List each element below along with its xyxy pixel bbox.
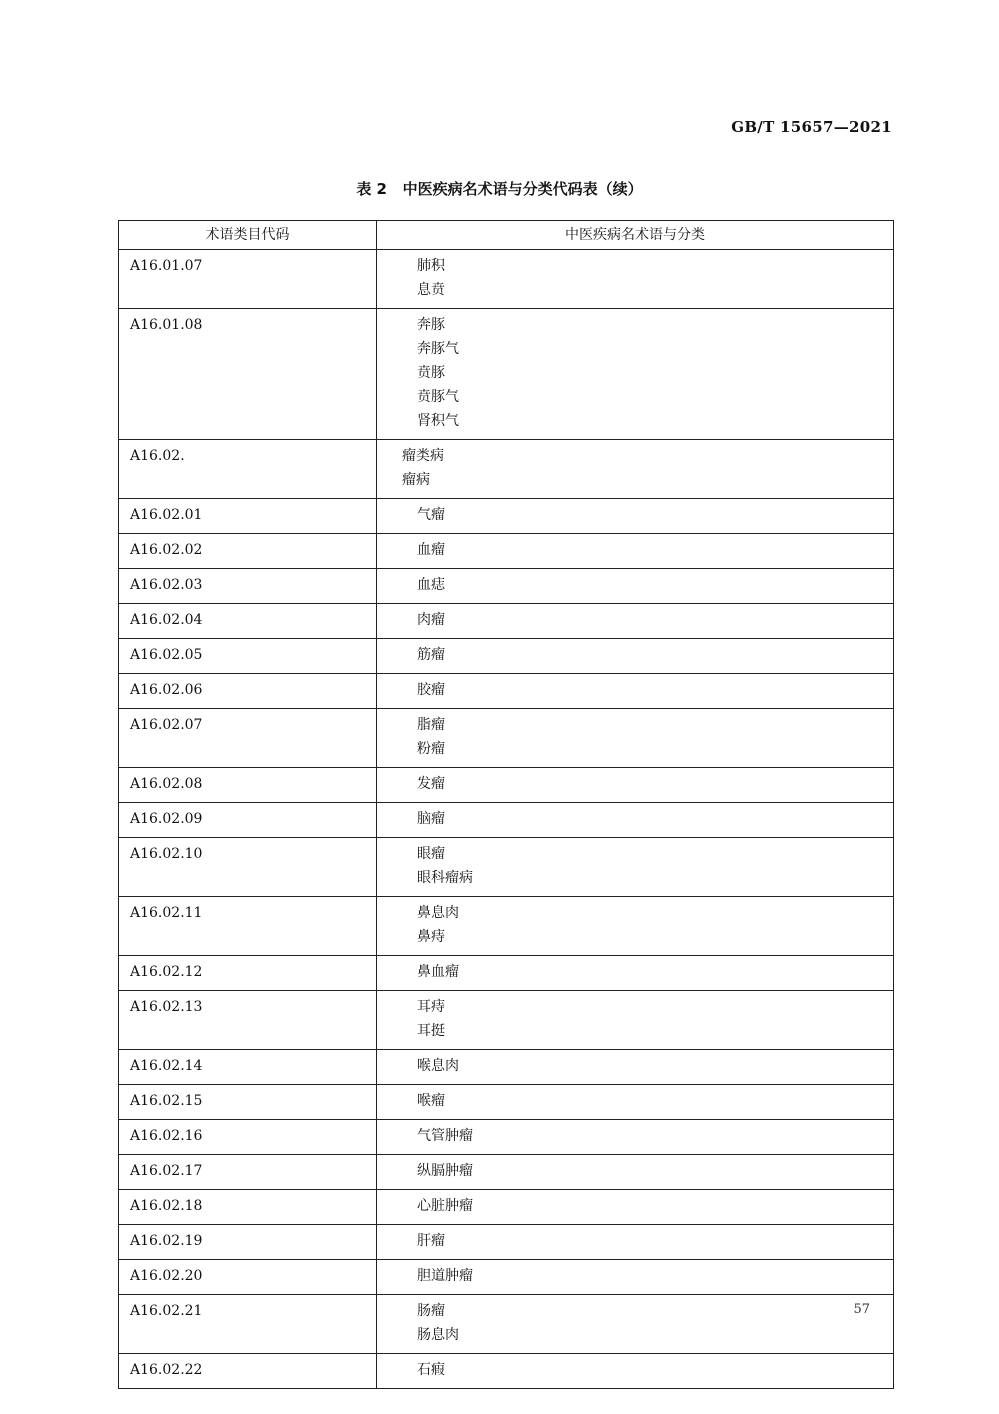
disease-term: 鼻痔: [417, 929, 445, 945]
disease-terms-cell: [377, 1120, 894, 1155]
disease-terms-cell: [377, 991, 894, 1050]
table-row: [119, 440, 894, 499]
table-row: [119, 1120, 894, 1155]
table-row: [119, 1295, 894, 1354]
standard-code: GB/T 15657—2021: [731, 118, 892, 136]
disease-terms-cell: [377, 1260, 894, 1295]
table-row: [119, 768, 894, 803]
table-row: [119, 309, 894, 440]
disease-terms-cell: [377, 1050, 894, 1085]
table-row: [119, 1354, 894, 1389]
column-header-code: 术语类目代码: [119, 221, 377, 250]
disease-terms-cell: [377, 569, 894, 604]
disease-term: 血痣: [417, 577, 445, 593]
table-row: [119, 1085, 894, 1120]
disease-terms-cell: [377, 768, 894, 803]
table-row: [119, 1260, 894, 1295]
classification-table: [118, 220, 894, 1389]
disease-term: 肠瘤: [417, 1303, 445, 1319]
table-row: [119, 604, 894, 639]
disease-terms-cell: [377, 897, 894, 956]
table-row: [119, 897, 894, 956]
disease-term: 脂瘤: [417, 717, 445, 733]
disease-term: 奔豚: [417, 317, 445, 333]
disease-terms-cell: [377, 1190, 894, 1225]
table-row: [119, 1190, 894, 1225]
term-category-code: A16.02.17: [119, 1155, 377, 1190]
disease-term: 肺积: [417, 258, 445, 274]
term-category-code: A16.02.12: [119, 956, 377, 991]
disease-term: 胆道肿瘤: [417, 1268, 473, 1284]
disease-terms-cell: [377, 674, 894, 709]
disease-terms-cell: [377, 499, 894, 534]
term-category-code: A16.02.22: [119, 1354, 377, 1389]
disease-term: 筋瘤: [417, 647, 445, 663]
term-category-code: A16.02.06: [119, 674, 377, 709]
disease-terms-cell: [377, 309, 894, 440]
table-row: [119, 1050, 894, 1085]
table-title: 表 2 中医疾病名术语与分类代码表（续）: [356, 180, 643, 198]
term-category-code: A16.02.19: [119, 1225, 377, 1260]
disease-terms-cell: [377, 440, 894, 499]
disease-terms-cell: [377, 1295, 894, 1354]
table-row: [119, 803, 894, 838]
table-body: [119, 250, 894, 1389]
term-category-code: A16.02.04: [119, 604, 377, 639]
term-category-code: A16.02.09: [119, 803, 377, 838]
disease-terms-cell: [377, 1354, 894, 1389]
disease-term: 瘤病: [402, 472, 430, 488]
page-number: 57: [853, 1302, 870, 1317]
disease-term: 气管肿瘤: [417, 1128, 473, 1144]
disease-term: 心脏肿瘤: [417, 1198, 473, 1214]
table-row: [119, 499, 894, 534]
term-category-code: A16.02.18: [119, 1190, 377, 1225]
disease-terms-cell: [377, 534, 894, 569]
disease-terms-cell: [377, 956, 894, 991]
term-category-code: A16.02.13: [119, 991, 377, 1050]
term-category-code: A16.02.01: [119, 499, 377, 534]
term-category-code: A16.02.02: [119, 534, 377, 569]
disease-terms-cell: [377, 838, 894, 897]
term-category-code: A16.02.08: [119, 768, 377, 803]
term-category-code: A16.02.21: [119, 1295, 377, 1354]
term-category-code: A16.02.14: [119, 1050, 377, 1085]
disease-term: 瘤类病: [402, 448, 444, 464]
disease-terms-cell: [377, 604, 894, 639]
disease-term: 胶瘤: [417, 682, 445, 698]
table-row: [119, 674, 894, 709]
disease-term: 喉息肉: [417, 1058, 459, 1074]
disease-terms-cell: [377, 803, 894, 838]
disease-term: 奔豚气: [417, 341, 459, 357]
disease-term: 眼科瘤病: [417, 870, 473, 886]
disease-terms-cell: [377, 709, 894, 768]
term-category-code: A16.02.10: [119, 838, 377, 897]
disease-term: 喉瘤: [417, 1093, 445, 1109]
table-row: [119, 956, 894, 991]
disease-term: 血瘤: [417, 542, 445, 558]
disease-terms-cell: [377, 1085, 894, 1120]
term-category-code: A16.02.05: [119, 639, 377, 674]
disease-terms-cell: [377, 1155, 894, 1190]
disease-term: 脑瘤: [417, 811, 445, 827]
table-row: [119, 1155, 894, 1190]
table-row: [119, 838, 894, 897]
disease-term: 发瘤: [417, 776, 445, 792]
table-header-row: [119, 221, 894, 250]
disease-term: 石瘕: [417, 1362, 445, 1378]
disease-term: 贲豚气: [417, 389, 459, 405]
disease-term: 粉瘤: [417, 741, 445, 757]
disease-term: 气瘤: [417, 507, 445, 523]
table-row: [119, 991, 894, 1050]
disease-term: 耳挺: [417, 1023, 445, 1039]
disease-term: 肠息肉: [417, 1327, 459, 1343]
term-category-code: A16.02.20: [119, 1260, 377, 1295]
term-category-code: A16.01.07: [119, 250, 377, 309]
disease-term: 鼻血瘤: [417, 964, 459, 980]
disease-term: 纵膈肿瘤: [417, 1163, 473, 1179]
disease-term: 肝瘤: [417, 1233, 445, 1249]
term-category-code: A16.02.: [119, 440, 377, 499]
term-category-code: A16.02.03: [119, 569, 377, 604]
table-row: [119, 534, 894, 569]
term-category-code: A16.02.16: [119, 1120, 377, 1155]
term-category-code: A16.02.15: [119, 1085, 377, 1120]
table-row: [119, 569, 894, 604]
disease-terms-cell: [377, 639, 894, 674]
disease-term: 眼瘤: [417, 846, 445, 862]
disease-term: 肉瘤: [417, 612, 445, 628]
disease-term: 鼻息肉: [417, 905, 459, 921]
term-category-code: A16.01.08: [119, 309, 377, 440]
disease-term: 贲豚: [417, 365, 445, 381]
table-row: [119, 1225, 894, 1260]
disease-term: 耳痔: [417, 999, 445, 1015]
table-row: [119, 639, 894, 674]
disease-terms-cell: [377, 1225, 894, 1260]
term-category-code: A16.02.11: [119, 897, 377, 956]
column-header-terms: 中医疾病名术语与分类: [377, 221, 894, 250]
disease-terms-cell: [377, 250, 894, 309]
table-row: [119, 709, 894, 768]
disease-term: 息贲: [417, 282, 445, 298]
disease-term: 肾积气: [417, 413, 459, 429]
term-category-code: A16.02.07: [119, 709, 377, 768]
table-row: [119, 250, 894, 309]
